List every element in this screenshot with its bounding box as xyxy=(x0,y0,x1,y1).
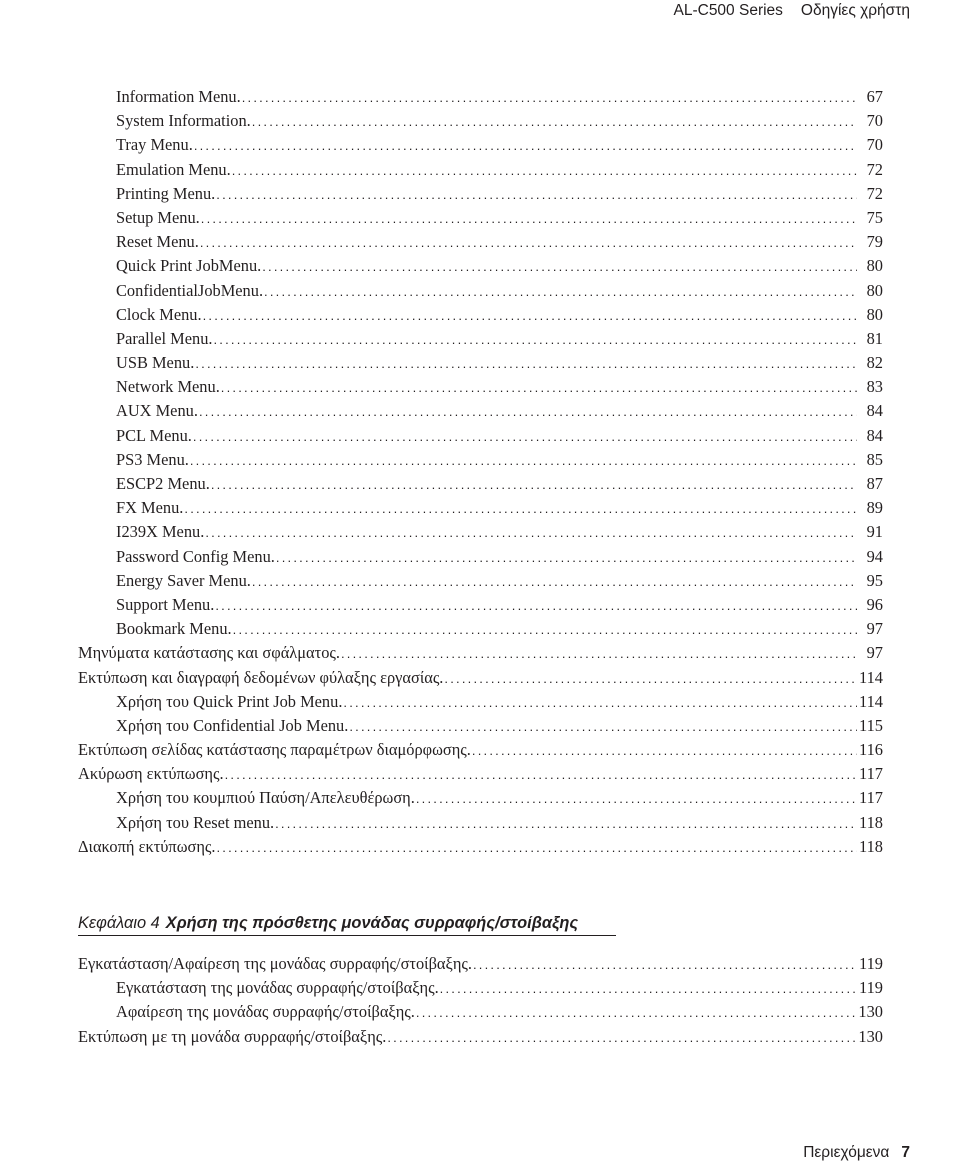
toc-dot-leader xyxy=(211,473,857,497)
toc-entry-title: Parallel Menu. xyxy=(116,328,213,348)
chapter-number: Κεφάλαιο 4 xyxy=(78,914,160,932)
toc-entry[interactable] xyxy=(78,472,883,496)
toc-entry-title: Εγκατάσταση/Αφαίρεση της μονάδας συρραφής/στοίβαξης. xyxy=(78,954,472,973)
toc-entry[interactable] xyxy=(78,375,883,399)
toc-dot-leader xyxy=(262,255,857,279)
toc-entry-page: 70 xyxy=(866,135,883,155)
toc-entry[interactable] xyxy=(78,762,883,786)
toc-dot-leader xyxy=(275,812,857,836)
toc-entry-title: Ακύρωση εκτύπωσης. xyxy=(78,764,224,784)
toc-entry-title: Password Config Menu. xyxy=(116,546,275,566)
toc-entry-title: Εκτύπωση σελίδας κατάστασης παραμέτρων διαμόρφωσης. xyxy=(78,740,471,760)
toc-dot-leader xyxy=(200,231,857,255)
toc-entry[interactable] xyxy=(78,1025,883,1049)
toc-entry-title: Χρήση του Confidential Job Menu. xyxy=(116,715,349,735)
toc-entry[interactable] xyxy=(78,182,883,206)
footer-section: Περιεχόμενα xyxy=(803,1144,890,1161)
toc-entry-title: Χρήση του κουμπιού Παύση/Απελευθέρωση. xyxy=(116,788,415,808)
toc-entry-page: 72 xyxy=(866,183,883,203)
toc-entry[interactable] xyxy=(78,109,883,133)
toc-dot-leader xyxy=(214,328,858,352)
footer-page-number: 7 xyxy=(901,1144,910,1161)
toc-entry[interactable] xyxy=(78,593,883,617)
toc-entry[interactable] xyxy=(78,811,883,835)
toc-dot-leader xyxy=(264,280,857,304)
toc-entry[interactable] xyxy=(78,835,883,859)
toc-entry-page: 79 xyxy=(866,232,883,252)
toc-entry-page: 85 xyxy=(866,449,883,469)
toc-entry[interactable] xyxy=(78,738,883,762)
toc-entry-page: 116 xyxy=(859,740,883,760)
toc-entry-title: Bookmark Menu. xyxy=(116,619,232,639)
toc-dot-leader xyxy=(232,159,857,183)
toc-dot-leader xyxy=(252,110,857,134)
toc-entry[interactable] xyxy=(78,690,883,714)
table-of-contents-chapter-4 xyxy=(78,952,883,1049)
toc-entry-title: ConfidentialJobMenu. xyxy=(116,280,264,300)
toc-entry[interactable] xyxy=(78,133,883,157)
toc-dot-leader xyxy=(216,836,857,860)
toc-entry-title: ESCP2 Menu. xyxy=(116,474,210,493)
page-header xyxy=(674,0,911,22)
toc-dot-leader xyxy=(225,763,857,787)
chapter-title: Χρήση της πρόσθετης μονάδας συρραφής/στοίβαξης xyxy=(165,914,579,932)
toc-entry-title: Αφαίρεση της μονάδας συρραφής/στοίβαξης. xyxy=(116,1002,415,1022)
toc-entry-title: Setup Menu. xyxy=(116,207,200,227)
toc-entry-page: 96 xyxy=(866,594,883,614)
header-guide-title: Οδηγίες χρήστη xyxy=(800,2,910,19)
toc-dot-leader xyxy=(194,134,857,158)
toc-dot-leader xyxy=(440,977,857,1001)
chapter-heading xyxy=(78,912,616,936)
toc-entry-page: 87 xyxy=(866,474,883,493)
toc-entry-page: 70 xyxy=(866,111,883,131)
toc-entry-title: Χρήση του Quick Print Job Menu. xyxy=(116,691,343,711)
toc-entry-page: 81 xyxy=(866,328,883,348)
toc-entry-title: AUX Menu. xyxy=(116,401,198,421)
toc-dot-leader xyxy=(201,207,857,231)
toc-entry[interactable] xyxy=(78,545,883,569)
toc-entry[interactable] xyxy=(78,424,883,448)
toc-entry[interactable] xyxy=(78,303,883,327)
toc-dot-leader xyxy=(472,739,857,763)
toc-entry-title: Χρήση του Reset menu. xyxy=(116,812,275,832)
toc-entry-page: 97 xyxy=(866,643,883,663)
toc-entry[interactable] xyxy=(78,448,883,472)
toc-entry[interactable] xyxy=(78,206,883,230)
table-of-contents xyxy=(78,85,883,859)
toc-entry[interactable] xyxy=(78,351,883,375)
toc-entry-title: Tray Menu. xyxy=(116,135,193,155)
toc-entry[interactable] xyxy=(78,327,883,351)
toc-entry-page: 119 xyxy=(859,954,883,973)
toc-entry-title: Quick Print JobMenu. xyxy=(116,256,262,276)
toc-entry[interactable] xyxy=(78,254,883,278)
toc-dot-leader xyxy=(387,1026,856,1050)
toc-dot-leader xyxy=(233,618,857,642)
toc-entry[interactable] xyxy=(78,666,883,690)
toc-entry-page: 75 xyxy=(866,207,883,227)
toc-entry-page: 72 xyxy=(866,159,883,179)
toc-entry-page: 84 xyxy=(866,401,883,421)
toc-dot-leader xyxy=(343,691,857,715)
toc-entry-page: 80 xyxy=(866,280,883,300)
toc-entry[interactable] xyxy=(78,230,883,254)
toc-entry-title: PS3 Menu. xyxy=(116,449,189,469)
toc-entry[interactable] xyxy=(78,786,883,810)
toc-entry-title: Printing Menu. xyxy=(116,183,216,203)
toc-entry[interactable] xyxy=(78,976,883,1000)
toc-entry-page: 89 xyxy=(866,498,883,518)
toc-entry-page: 117 xyxy=(859,788,883,808)
toc-entry-title: Information Menu. xyxy=(116,87,241,106)
toc-entry-page: 130 xyxy=(858,1002,883,1022)
toc-entry[interactable] xyxy=(78,641,883,665)
toc-entry-page: 82 xyxy=(866,353,883,373)
toc-entry-page: 83 xyxy=(866,377,883,397)
toc-entry-page: 94 xyxy=(866,546,883,566)
toc-dot-leader xyxy=(473,953,857,977)
page-footer xyxy=(803,1142,910,1164)
toc-entry-page: 97 xyxy=(866,619,883,639)
toc-dot-leader xyxy=(195,352,857,376)
toc-dot-leader xyxy=(184,497,857,521)
toc-entry-title: PCL Menu. xyxy=(116,425,192,445)
toc-dot-leader xyxy=(341,642,857,666)
toc-entry-page: 118 xyxy=(859,836,883,856)
toc-entry-title: Διακοπή εκτύπωσης. xyxy=(78,836,216,856)
toc-entry-page: 80 xyxy=(866,304,883,324)
toc-entry[interactable] xyxy=(78,399,883,423)
toc-dot-leader xyxy=(216,183,857,207)
toc-entry-title: Reset Menu. xyxy=(116,232,199,252)
toc-entry[interactable] xyxy=(78,617,883,641)
toc-dot-leader xyxy=(193,425,857,449)
toc-entry-page: 114 xyxy=(859,691,883,711)
toc-entry-title: FX Menu. xyxy=(116,498,184,518)
toc-dot-leader xyxy=(242,86,857,110)
toc-dot-leader xyxy=(205,521,857,545)
toc-entry-page: 115 xyxy=(859,715,883,735)
toc-entry-title: Clock Menu. xyxy=(116,304,202,324)
toc-entry-page: 118 xyxy=(859,812,883,832)
toc-entry-page: 91 xyxy=(866,522,883,542)
toc-dot-leader xyxy=(215,594,857,618)
toc-entry-title: Μηνύματα κατάστασης και σφάλματος. xyxy=(78,643,340,663)
toc-dot-leader xyxy=(416,1001,857,1025)
toc-entry[interactable] xyxy=(78,158,883,182)
toc-dot-leader xyxy=(276,546,857,570)
toc-entry-page: 67 xyxy=(866,87,883,106)
toc-entry-title: Εγκατάσταση της μονάδας συρραφής/στοίβαξης. xyxy=(116,978,439,998)
toc-entry[interactable] xyxy=(78,279,883,303)
toc-entry-title: Εκτύπωση και διαγραφή δεδομένων φύλαξης εργασίας. xyxy=(78,667,444,687)
toc-entry[interactable] xyxy=(78,569,883,593)
toc-entry-page: 119 xyxy=(859,978,883,998)
toc-entry-page: 80 xyxy=(866,256,883,276)
toc-entry-page: 114 xyxy=(859,667,883,687)
toc-entry[interactable] xyxy=(78,520,883,544)
toc-dot-leader xyxy=(349,715,857,739)
toc-entry-title: Εκτύπωση με τη μονάδα συρραφής/στοίβαξης. xyxy=(78,1026,387,1046)
toc-entry-title: USB Menu. xyxy=(116,353,195,373)
toc-entry-page: 117 xyxy=(859,764,883,784)
toc-entry-title: Support Menu. xyxy=(116,594,215,614)
toc-dot-leader xyxy=(199,400,857,424)
header-product: AL-C500 Series xyxy=(673,2,783,19)
toc-entry-title: I239X Menu. xyxy=(116,522,205,542)
toc-entry-title: Emulation Menu. xyxy=(116,159,231,179)
toc-entry[interactable] xyxy=(78,1000,883,1024)
toc-dot-leader xyxy=(416,787,857,811)
toc-entry-title: Network Menu. xyxy=(116,377,220,397)
toc-dot-leader xyxy=(203,304,857,328)
toc-entry-page: 95 xyxy=(866,570,883,590)
toc-entry-page: 84 xyxy=(866,425,883,445)
toc-entry[interactable] xyxy=(78,496,883,520)
toc-entry[interactable] xyxy=(78,85,883,109)
toc-dot-leader xyxy=(221,376,857,400)
toc-entry[interactable] xyxy=(78,714,883,738)
toc-dot-leader xyxy=(444,667,857,691)
toc-entry-page: 130 xyxy=(858,1026,883,1046)
toc-dot-leader xyxy=(252,570,857,594)
toc-entry[interactable] xyxy=(78,952,883,976)
toc-entry-title: System Information. xyxy=(116,111,251,131)
toc-dot-leader xyxy=(190,449,857,473)
toc-entry-title: Energy Saver Menu. xyxy=(116,570,251,590)
